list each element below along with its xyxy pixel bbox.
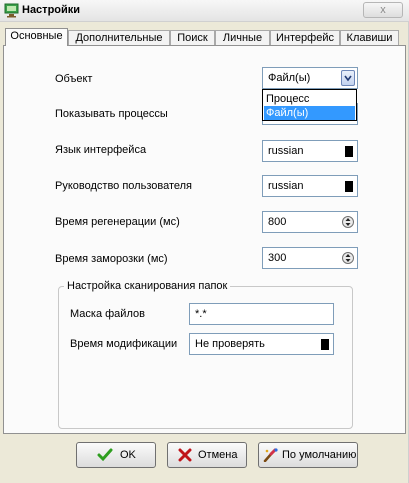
mod-time-value: Не проверять [195,338,265,350]
file-mask-value: *.* [195,308,207,320]
close-button[interactable] [363,2,403,18]
object-dropdown-button[interactable] [341,70,355,86]
tab-label: Дополнительные [75,32,163,44]
defaults-button[interactable] [258,442,358,468]
tab-strip [0,29,409,46]
close-icon: x [380,4,386,16]
freeze-time-label: Время заморозки (мс) [55,253,168,265]
checkmark-icon [97,448,113,462]
tab-search[interactable] [170,30,215,46]
tab-label: Клавиши [346,32,393,44]
tab-interface[interactable] [270,30,340,46]
object-select[interactable] [262,67,358,89]
language-field[interactable] [262,140,358,162]
regen-time-value: 800 [268,216,287,228]
tab-label: Интерфейс [276,32,334,44]
file-mask-label: Маска файлов [70,308,145,320]
app-icon [4,3,19,18]
regen-time-stepper[interactable] [262,211,358,233]
chevron-down-icon [342,71,354,85]
object-selected-value: Файл(ы) [268,72,311,84]
freeze-time-value: 300 [268,252,287,264]
option-process[interactable]: Процесс [266,93,310,105]
file-mask-input[interactable] [189,303,334,325]
manual-field[interactable] [262,175,358,197]
manual-label: Руководство пользователя [55,180,192,192]
language-value: russian [268,145,304,157]
object-label: Объект [55,73,93,85]
language-label: Язык интерфейса [55,144,147,156]
freeze-time-stepper[interactable] [262,247,358,269]
manual-value: russian [268,180,304,192]
tab-advanced[interactable] [68,30,170,46]
cancel-label: Отмена [198,449,238,461]
regen-time-label: Время регенерации (мс) [55,216,180,228]
mod-time-label: Время модификации [70,338,178,350]
cancel-button[interactable] [167,442,247,468]
ok-button[interactable] [76,442,156,468]
object-dropdown-list [262,89,357,121]
tab-hotkeys[interactable] [340,30,399,46]
field-marker [345,146,353,157]
tab-personal[interactable] [215,30,270,46]
field-marker [345,181,353,192]
option-files[interactable]: Файл(ы) [264,106,355,120]
tab-label: Основные [10,30,63,42]
window-title: Настройки [22,4,81,16]
show-processes-label: Показывать процессы [55,108,168,120]
spin-arrows-icon[interactable] [342,215,354,229]
title-bar[interactable] [0,0,409,22]
ok-label: OK [120,449,136,461]
defaults-label: По умолчанию [282,449,357,461]
tab-label: Поиск [177,32,208,44]
tab-label: Личные [222,32,263,44]
tab-general[interactable] [5,28,68,46]
cross-icon [177,448,193,462]
folder-scan-title: Настройка сканирования папок [64,280,230,292]
spin-arrows-icon[interactable] [342,251,354,265]
mod-time-field[interactable] [189,333,334,355]
brush-icon [263,448,279,462]
field-marker [321,339,329,350]
